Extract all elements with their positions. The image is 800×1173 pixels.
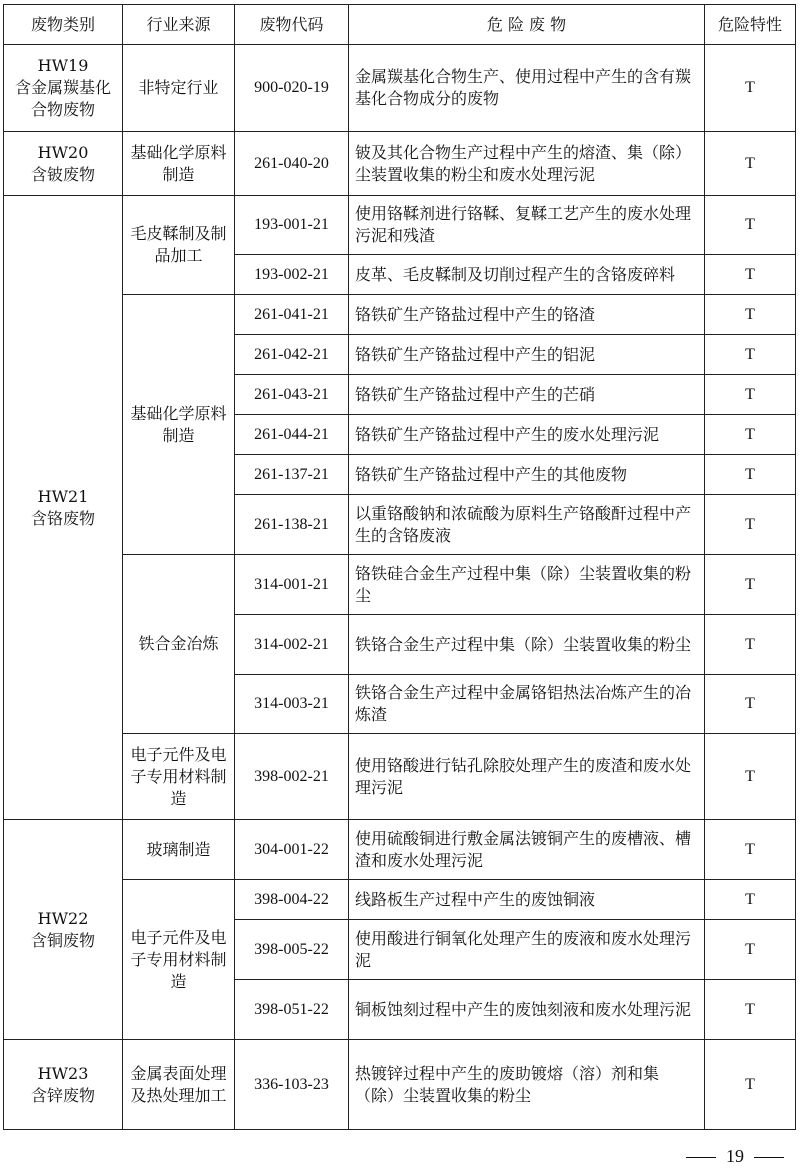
table-row	[4, 734, 796, 820]
waste-description-cell: 铬铁硅合金生产过程中集（除）尘装置收集的粉尘	[349, 555, 705, 615]
waste-code-cell: 261-042-21	[235, 335, 349, 375]
hazard-property-cell: T	[705, 920, 796, 980]
category-code: HW19	[37, 56, 89, 75]
category-name: 含锌废物	[30, 1085, 95, 1105]
page-number-footer	[676, 1146, 794, 1167]
header-waste-code: 废物代码	[235, 5, 349, 45]
waste-description-cell: 铬铁矿生产铬盐过程中产生的铬渣	[349, 295, 705, 335]
table-row	[4, 45, 796, 132]
page-number-dash-left	[686, 1157, 716, 1158]
waste-description-cell: 线路板生产过程中产生的废蚀铜液	[349, 880, 705, 920]
hazard-property-cell: T	[705, 980, 796, 1040]
waste-code-cell: 304-001-22	[235, 820, 349, 880]
waste-description-cell: 使用硫酸铜进行敷金属法镀铜产生的废槽液、槽渣和废水处理污泥	[349, 820, 705, 880]
hazard-property-cell: T	[705, 880, 796, 920]
category-name: 含铍废物	[30, 164, 95, 184]
table-row	[4, 880, 796, 920]
category-name: 含铜废物	[30, 930, 95, 950]
hazard-property-cell: T	[705, 455, 796, 495]
waste-description-cell: 金属羰基化合物生产、使用过程中产生的含有羰基化合物成分的废物	[349, 45, 705, 132]
waste-description-cell: 使用铬鞣剂进行铬鞣、复鞣工艺产生的废水处理污泥和残渣	[349, 196, 705, 255]
hazard-property-cell: T	[705, 1040, 796, 1130]
hazard-property-cell: T	[705, 295, 796, 335]
table-row	[4, 1040, 796, 1130]
waste-code-cell: 193-002-21	[235, 255, 349, 295]
industry-source-cell: 毛皮鞣制及制品加工	[123, 196, 235, 295]
waste-code-cell: 398-051-22	[235, 980, 349, 1040]
waste-description-cell: 使用酸进行铜氧化处理产生的废液和废水处理污泥	[349, 920, 705, 980]
waste-code-cell: 261-137-21	[235, 455, 349, 495]
industry-source-cell: 非特定行业	[123, 45, 235, 132]
table-row	[4, 132, 796, 196]
industry-source-cell: 基础化学原料制造	[123, 295, 235, 555]
hazard-property-cell: T	[705, 615, 796, 675]
waste-description-cell: 以重铬酸钠和浓硫酸为原料生产铬酸酐过程中产生的含铬废液	[349, 495, 705, 555]
hazard-property-cell: T	[705, 375, 796, 415]
category-code: HW21	[37, 486, 89, 506]
category-cell	[4, 132, 123, 196]
table-row	[4, 820, 796, 880]
hazard-property-cell: T	[705, 196, 796, 255]
category-cell	[4, 45, 123, 132]
waste-description-cell: 铬铁矿生产铬盐过程中产生的芒硝	[349, 375, 705, 415]
waste-description-cell: 铍及其化合物生产过程中产生的熔渣、集（除）尘装置收集的粉尘和废水处理污泥	[349, 132, 705, 196]
category-cell	[4, 1040, 123, 1130]
waste-description-cell: 热镀锌过程中产生的废助镀熔（溶）剂和集（除）尘装置收集的粉尘	[349, 1040, 705, 1130]
waste-code-cell: 314-002-21	[235, 615, 349, 675]
hazard-property-cell: T	[705, 132, 796, 196]
industry-source-cell: 电子元件及电子专用材料制造	[123, 880, 235, 1040]
waste-code-cell: 261-044-21	[235, 415, 349, 455]
waste-description-cell: 铬铁矿生产铬盐过程中产生的铝泥	[349, 335, 705, 375]
hazard-property-cell: T	[705, 820, 796, 880]
waste-code-cell: 398-002-21	[235, 734, 349, 820]
table-row	[4, 196, 796, 255]
hazard-property-cell: T	[705, 555, 796, 615]
industry-source-cell: 基础化学原料制造	[123, 132, 235, 196]
waste-code-cell: 398-005-22	[235, 920, 349, 980]
waste-description-cell: 铜板蚀刻过程中产生的废蚀刻液和废水处理污泥	[349, 980, 705, 1040]
category-cell	[4, 820, 123, 1040]
industry-source-cell: 玻璃制造	[123, 820, 235, 880]
waste-code-cell: 314-003-21	[235, 675, 349, 734]
page-number: 19	[726, 1146, 744, 1166]
waste-code-cell: 336-103-23	[235, 1040, 349, 1130]
industry-source-cell: 铁合金冶炼	[123, 555, 235, 734]
waste-code-cell: 261-138-21	[235, 495, 349, 555]
hazardous-waste-table	[3, 4, 796, 1130]
table-row	[4, 555, 796, 615]
waste-code-cell: 314-001-21	[235, 555, 349, 615]
category-code: HW23	[37, 1063, 89, 1083]
waste-code-cell: 261-043-21	[235, 375, 349, 415]
waste-code-cell: 900-020-19	[235, 45, 349, 132]
header-industry-source: 行业来源	[123, 5, 235, 45]
header-category: 废物类别	[4, 5, 123, 45]
waste-description-cell: 使用铬酸进行钻孔除胶处理产生的废渣和废水处理污泥	[349, 734, 705, 820]
hazard-property-cell: T	[705, 45, 796, 132]
hazard-property-cell: T	[705, 335, 796, 375]
waste-description-cell: 铁铬合金生产过程中金属铬铝热法冶炼产生的冶炼渣	[349, 675, 705, 734]
waste-code-cell: 261-040-20	[235, 132, 349, 196]
header-hazard-property: 危险特性	[705, 5, 796, 45]
waste-description-cell: 铬铁矿生产铬盐过程中产生的废水处理污泥	[349, 415, 705, 455]
header-hazardous-waste: 危 险 废 物	[349, 5, 705, 45]
waste-code-cell: 193-001-21	[235, 196, 349, 255]
waste-description-cell: 铬铁矿生产铬盐过程中产生的其他废物	[349, 455, 705, 495]
category-cell	[4, 196, 123, 820]
hazard-property-cell: T	[705, 415, 796, 455]
hazard-property-cell: T	[705, 675, 796, 734]
category-name: 含金属羰基化合物废物	[14, 78, 111, 119]
table-row	[4, 295, 796, 335]
page-number-dash-right	[754, 1157, 784, 1158]
waste-description-cell: 皮革、毛皮鞣制及切削过程产生的含铬废碎料	[349, 255, 705, 295]
category-name: 含铬废物	[30, 508, 95, 528]
hazard-property-cell: T	[705, 255, 796, 295]
category-code: HW20	[37, 142, 89, 162]
waste-description-cell: 铁铬合金生产过程中集（除）尘装置收集的粉尘	[349, 615, 705, 675]
industry-source-cell: 电子元件及电子专用材料制造	[123, 734, 235, 820]
category-code: HW22	[37, 908, 89, 928]
table-header-row	[4, 5, 796, 45]
waste-code-cell: 261-041-21	[235, 295, 349, 335]
waste-code-cell: 398-004-22	[235, 880, 349, 920]
industry-source-cell: 金属表面处理及热处理加工	[123, 1040, 235, 1130]
hazard-property-cell: T	[705, 734, 796, 820]
hazard-property-cell: T	[705, 495, 796, 555]
